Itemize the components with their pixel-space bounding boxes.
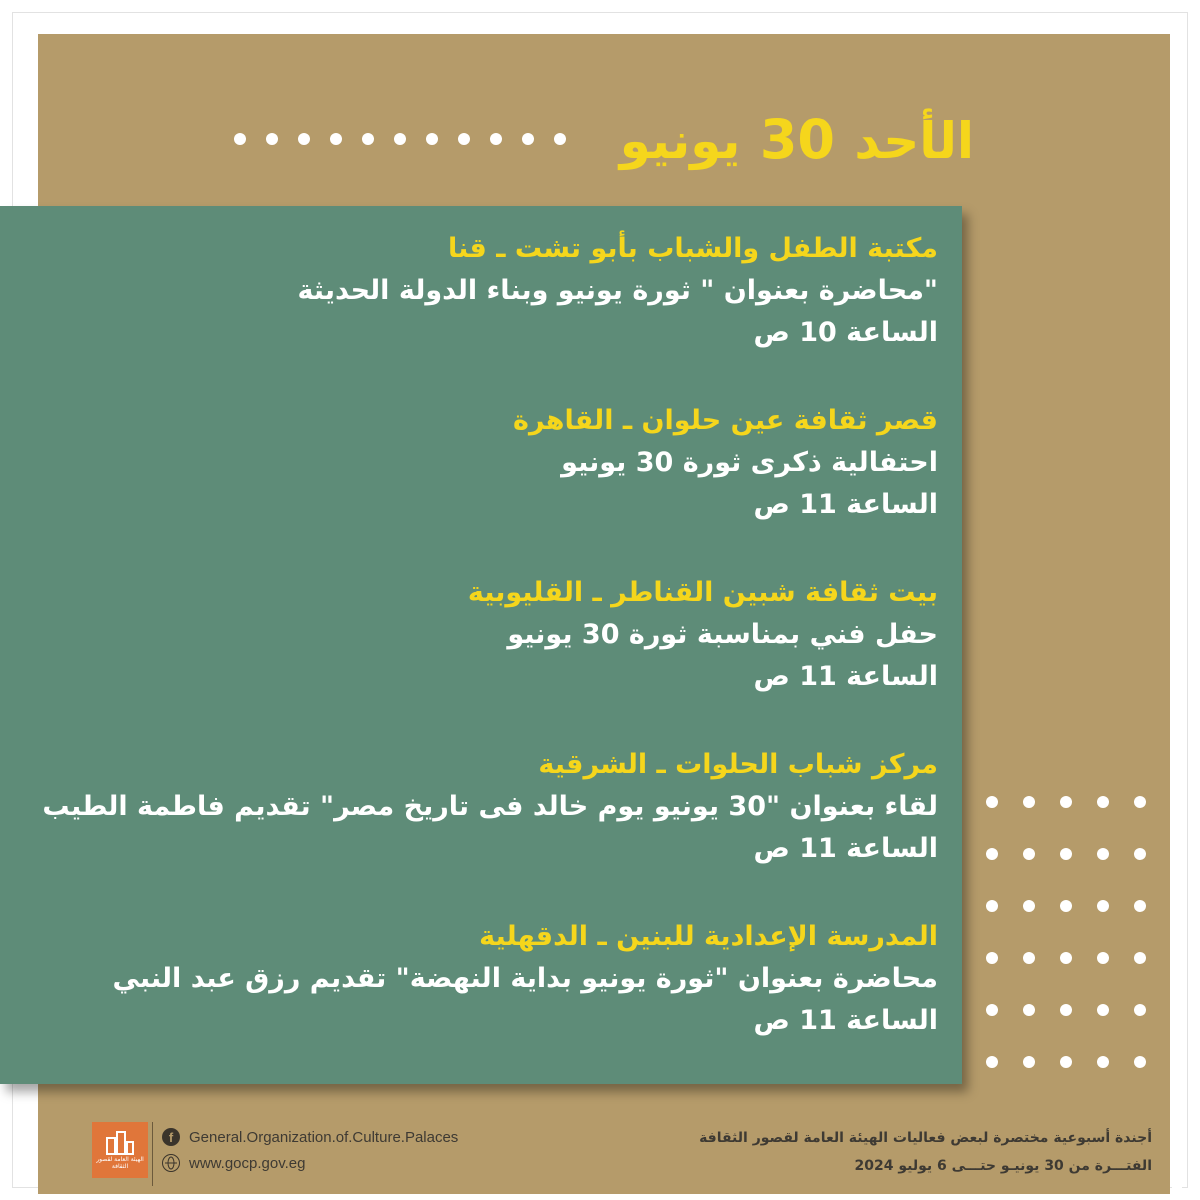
event-venue: قصر ثقافة عين حلوان ـ القاهرة — [513, 405, 938, 436]
facebook-link[interactable] — [162, 1124, 458, 1150]
dot — [1060, 900, 1072, 912]
dot — [986, 796, 998, 808]
dot — [1060, 848, 1072, 860]
dot — [1023, 1056, 1035, 1068]
event-item — [42, 744, 938, 916]
social-links — [162, 1124, 458, 1176]
agenda-title: أجندة أسبوعية مختصرة لبعض فعاليات الهيئة العامة لقصور الثقافة — [699, 1130, 1152, 1146]
dot — [394, 133, 406, 145]
dot — [1097, 900, 1109, 912]
event-item — [118, 228, 938, 400]
event-venue: مركز شباب الحلوات ـ الشرقية — [538, 749, 938, 780]
event-time: الساعة 11 ص — [753, 1005, 938, 1036]
logo-icon — [92, 1122, 148, 1178]
event-description: لقاء بعنوان "30 يونيو يوم خالد فى تاريخ مصر" تقديم فاطمة الطيب — [42, 791, 938, 822]
event-description: محاضرة بعنوان "ثورة يونيو بداية النهضة" تقديم رزق عبد النبي — [112, 963, 938, 994]
event-venue: مكتبة الطفل والشباب بأبو تشت ـ قنا — [447, 233, 938, 264]
event-description: احتفالية ذكرى ثورة 30 يونيو — [561, 447, 938, 478]
dot — [1097, 796, 1109, 808]
globe-icon — [162, 1154, 180, 1172]
dot — [986, 848, 998, 860]
event-time: الساعة 11 ص — [753, 489, 938, 520]
dot — [522, 133, 534, 145]
dot — [266, 133, 278, 145]
dot — [362, 133, 374, 145]
dot — [490, 133, 502, 145]
event-time: الساعة 11 ص — [753, 833, 938, 864]
dot — [1023, 1004, 1035, 1016]
facebook-icon: f — [162, 1128, 180, 1146]
dot — [458, 133, 470, 145]
page-title — [620, 108, 974, 171]
dot — [1134, 900, 1146, 912]
agenda-footer — [699, 1124, 1152, 1180]
agenda-period: الفتـــرة من 30 يونيـو حتـــى 6 يوليو 2024 — [854, 1158, 1152, 1174]
event-venue: بيت ثقافة شبين القناطر ـ القليوبية — [467, 577, 938, 608]
dot — [1060, 1004, 1072, 1016]
facebook-handle: General.Organization.of.Culture.Palaces — [189, 1128, 459, 1146]
event-description: "محاضرة بعنوان " ثورة يونيو وبناء الدولة الحديثة — [297, 275, 938, 306]
event-time: الساعة 11 ص — [753, 661, 938, 692]
dot — [234, 133, 246, 145]
dot — [330, 133, 342, 145]
dot — [1097, 1004, 1109, 1016]
dot — [986, 900, 998, 912]
decorative-dots-row — [234, 133, 566, 145]
dot — [1097, 1056, 1109, 1068]
dot — [1060, 952, 1072, 964]
website-link[interactable] — [162, 1150, 458, 1176]
event-item — [118, 572, 938, 744]
logo-text: الهيئة العامة لقصور الثقافة — [96, 1156, 144, 1170]
dot — [426, 133, 438, 145]
events-list — [42, 228, 938, 1088]
dot — [1023, 952, 1035, 964]
dot — [1023, 900, 1035, 912]
title-month: يونيو — [619, 112, 741, 170]
building-glyph — [105, 1130, 135, 1156]
event-time: الساعة 10 ص — [753, 317, 938, 348]
decorative-dots-grid — [986, 796, 1146, 1068]
website-url: www.gocp.gov.eg — [189, 1154, 306, 1172]
dot — [1134, 952, 1146, 964]
dot — [986, 1056, 998, 1068]
event-item — [118, 400, 938, 572]
event-description: حفل فني بمناسبة ثورة 30 يونيو — [507, 619, 938, 650]
dot — [1097, 952, 1109, 964]
dot — [1134, 1056, 1146, 1068]
dot — [1134, 848, 1146, 860]
dot — [298, 133, 310, 145]
dot — [1134, 796, 1146, 808]
dot — [1134, 1004, 1146, 1016]
dot — [554, 133, 566, 145]
dot — [1023, 796, 1035, 808]
dot — [986, 1004, 998, 1016]
dot — [986, 952, 998, 964]
title-day-number: 30 — [759, 108, 835, 171]
dot — [1097, 848, 1109, 860]
panel-edge — [1172, 34, 1182, 1194]
dot — [1023, 848, 1035, 860]
dot — [1060, 1056, 1072, 1068]
event-venue: المدرسة الإعدادية للبنين ـ الدقهلية — [479, 921, 938, 952]
dot — [1060, 796, 1072, 808]
footer-divider — [152, 1122, 153, 1186]
event-item — [112, 916, 938, 1088]
title-day: الأحد — [854, 112, 974, 170]
